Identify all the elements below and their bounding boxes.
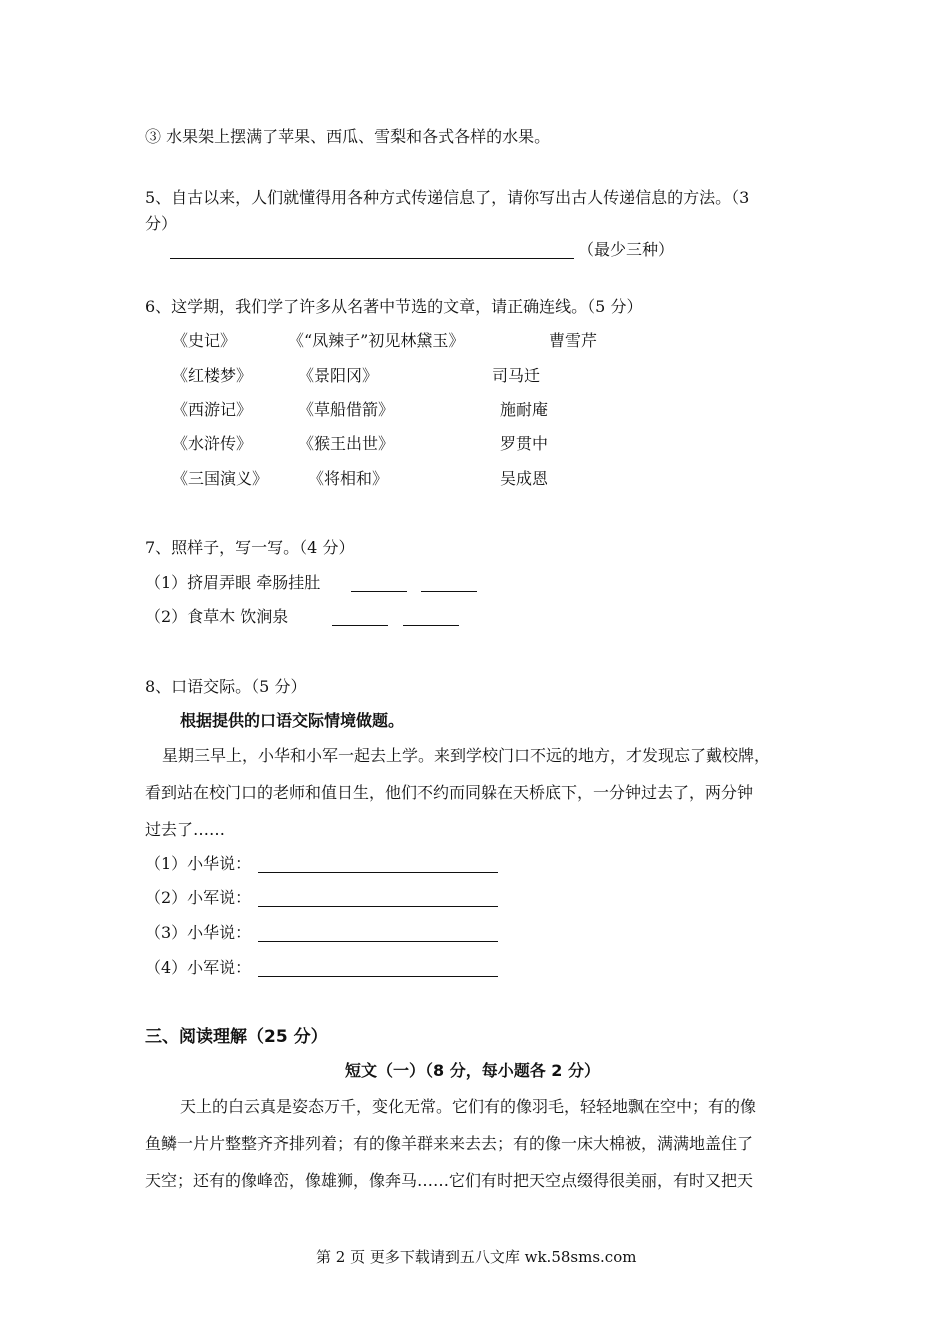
q8-answer-blank[interactable] <box>258 941 498 942</box>
q6-author[interactable]: 司马迁 <box>492 366 541 385</box>
q7-item2-blank[interactable] <box>403 625 459 626</box>
q8-paragraph-line: 过去了…… <box>145 820 226 839</box>
q8-answer-blank[interactable] <box>258 872 498 873</box>
q7-item2-blank[interactable] <box>332 625 388 626</box>
q8-prompt: 8、口语交际。（5 分） <box>145 677 307 696</box>
q6-chapter[interactable]: 《草船借箭》 <box>298 400 395 419</box>
q8-paragraph-line: 星期三早上，小华和小军一起去上学。来到学校门口不远的地方，才发现忘了戴校牌， <box>162 746 771 765</box>
q6-chapter[interactable]: 《景阳冈》 <box>298 366 379 385</box>
q6-book[interactable]: 《水浒传》 <box>172 434 253 453</box>
q8-answer-label: （4）小军说： <box>145 958 252 977</box>
q5-answer-blank[interactable] <box>170 258 574 259</box>
q7-prompt: 7、照样子，写一写。（4 分） <box>145 538 355 557</box>
q8-answer-blank[interactable] <box>258 906 498 907</box>
q6-book[interactable]: 《红楼梦》 <box>172 366 253 385</box>
q6-book[interactable]: 《史记》 <box>172 331 237 350</box>
q6-chapter[interactable]: 《将相和》 <box>308 469 389 488</box>
q5-hint: （最少三种） <box>578 240 675 259</box>
q6-author[interactable]: 施耐庵 <box>500 400 549 419</box>
q8-answer-blank[interactable] <box>258 976 498 977</box>
q8-answer-label: （2）小军说： <box>145 888 252 907</box>
q6-book[interactable]: 《西游记》 <box>172 400 253 419</box>
q5-prompt-line2: 分） <box>145 214 178 233</box>
page-footer: 第 2 页 更多下载请到五八文库 wk.58sms.com <box>316 1248 637 1266</box>
q7-item1-blank[interactable] <box>351 591 407 592</box>
q7-item2: （2）食草木 饮涧泉 <box>145 607 289 626</box>
q6-book[interactable]: 《三国演义》 <box>172 469 269 488</box>
q6-chapter[interactable]: 《“凤辣子”初见林黛玉》 <box>288 331 465 350</box>
q6-author[interactable]: 曹雪芹 <box>549 331 598 350</box>
q6-author[interactable]: 吴成恩 <box>500 469 549 488</box>
q7-item1: （1）挤眉弄眼 牵肠挂肚 <box>145 573 321 592</box>
q3-item3: ③ 水果架上摆满了苹果、西瓜、雪梨和各式各样的水果。 <box>145 127 551 146</box>
q8-instruction: 根据提供的口语交际情境做题。 <box>180 711 405 730</box>
q8-answer-label: （3）小华说： <box>145 923 252 942</box>
passage-line: 天上的白云真是姿态万千，变化无常。它们有的像羽毛，轻轻地飘在空中；有的像 <box>180 1097 757 1116</box>
q8-paragraph-line: 看到站在校门口的老师和值日生，他们不约而同躲在天桥底下，一分钟过去了，两分钟 <box>145 783 754 802</box>
passage-title: 短文（一）（8 分，每小题各 2 分） <box>345 1061 600 1080</box>
passage-line: 天空；还有的像峰峦，像雄狮，像奔马……它们有时把天空点缀得很美丽，有时又把天 <box>145 1171 754 1190</box>
q7-item1-blank[interactable] <box>421 591 477 592</box>
q8-answer-label: （1）小华说： <box>145 854 252 873</box>
passage-line: 鱼鳞一片片整整齐齐排列着；有的像羊群来来去去；有的像一床大棉被，满满地盖住了 <box>145 1134 754 1153</box>
q6-author[interactable]: 罗贯中 <box>500 434 549 453</box>
section3-heading: 三、阅读理解（25 分） <box>145 1027 328 1047</box>
q5-prompt-line1: 5、自古以来，人们就懂得用各种方式传递信息了，请你写出古人传递信息的方法。（3 <box>145 188 750 207</box>
q6-chapter[interactable]: 《猴王出世》 <box>298 434 395 453</box>
q6-prompt: 6、这学期，我们学了许多从名著中节选的文章，请正确连线。（5 分） <box>145 297 643 316</box>
